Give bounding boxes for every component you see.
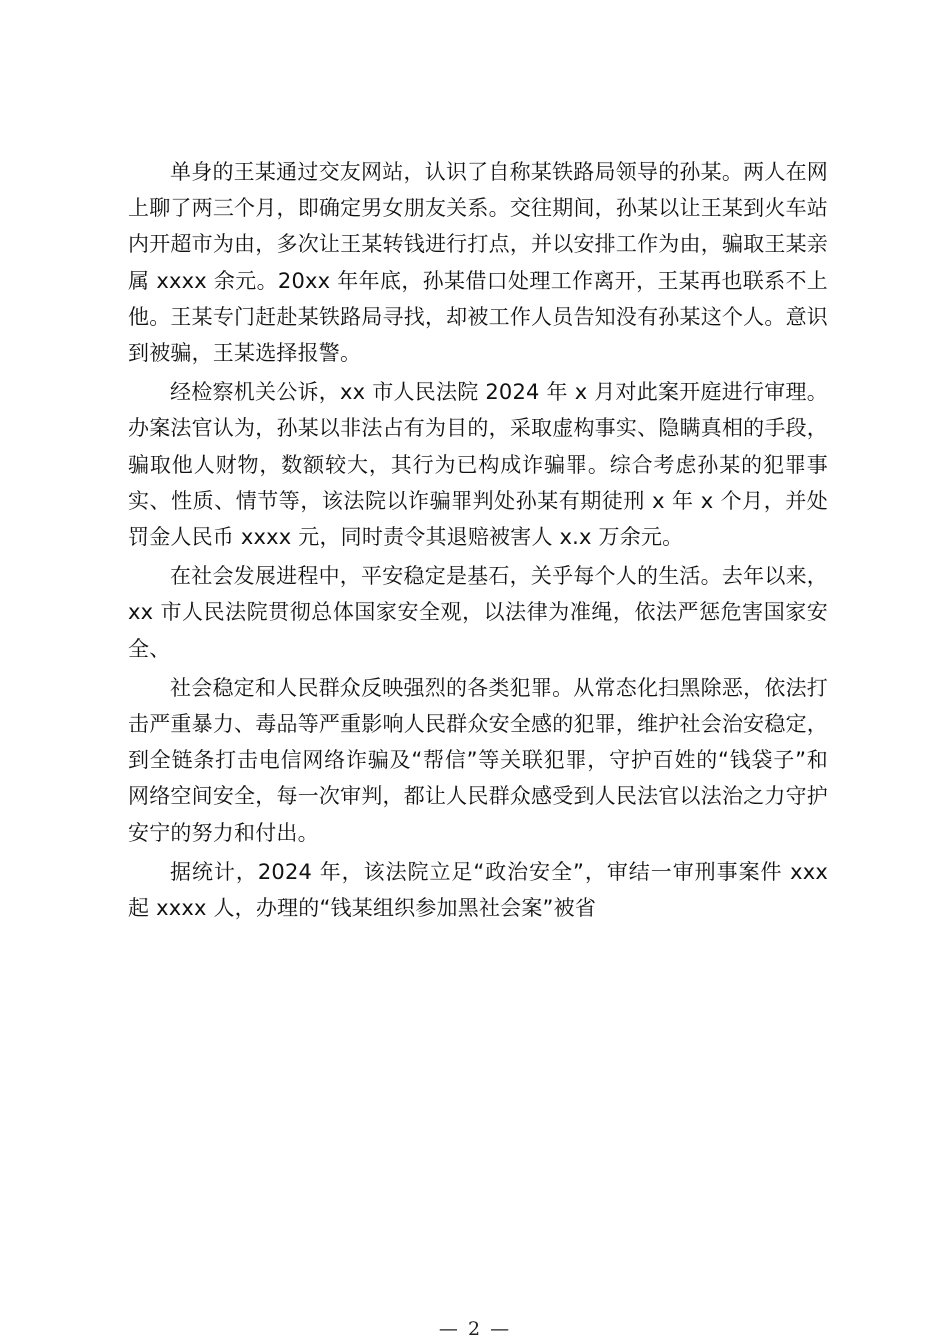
paragraph-social-stability: 在社会发展进程中，平安稳定是基石，关乎每个人的生活。去年以来，xx 市人民法院贯彻总体国家安全观，以法律为准绳，依法严惩危害国家安全、 (128, 564, 828, 661)
page-number: — 2 — (438, 1318, 512, 1340)
paragraph-trial: 经检察机关公诉，xx 市人民法院 2024 年 x 月对此案开庭进行审理。办案法官认为，孙某以非法占有为目的，采取虚构事实、隐瞒真相的手段，骗取他人财物，数额较大，其行为已构成诈骗罪。综合考虑孙某的犯罪事实、性质、情节等，该法院以诈骗罪判处孙某有期徒刑 x 年 x 个月，并处罚金人民币 xxxx 元，同时责令其退赔被害人 x.x 万余元。 (128, 380, 828, 550)
document-body (128, 154, 828, 926)
paragraph-crime-crackdown: 社会稳定和人民群众反映强烈的各类犯罪。从常态化扫黑除恶，依法打击严重暴力、毒品等严重影响人民群众安全感的犯罪，维护社会治安稳定，到全链条打击电信网络诈骗及“帮信”等关联犯罪，守护百姓的“钱袋子”和网络空间安全，每一次审判，都让人民群众感受到人民法官以法治之力守护安宁的努力和付出。 (128, 675, 828, 845)
paragraph-fraud-case: 单身的王某通过交友网站，认识了自称某铁路局领导的孙某。两人在网上聊了两三个月，即确定男女朋友关系。交往期间，孙某以让王某到火车站内开超市为由，多次让王某转钱进行打点，并以安排工作为由，骗取王某亲属 xxxx 余元。20xx 年年底，孙某借口处理工作离开，王某再也联系不上他。王某专门赶赴某铁路局寻找，却被工作人员告知没有孙某这个人。意识到被骗，王某选择报警。 (128, 160, 828, 366)
paragraph-statistics: 据统计，2024 年，该法院立足“政治安全”，审结一审刑事案件 xxx 起 xxxx 人，办理的“钱某组织参加黑社会案”被省 (128, 859, 828, 921)
